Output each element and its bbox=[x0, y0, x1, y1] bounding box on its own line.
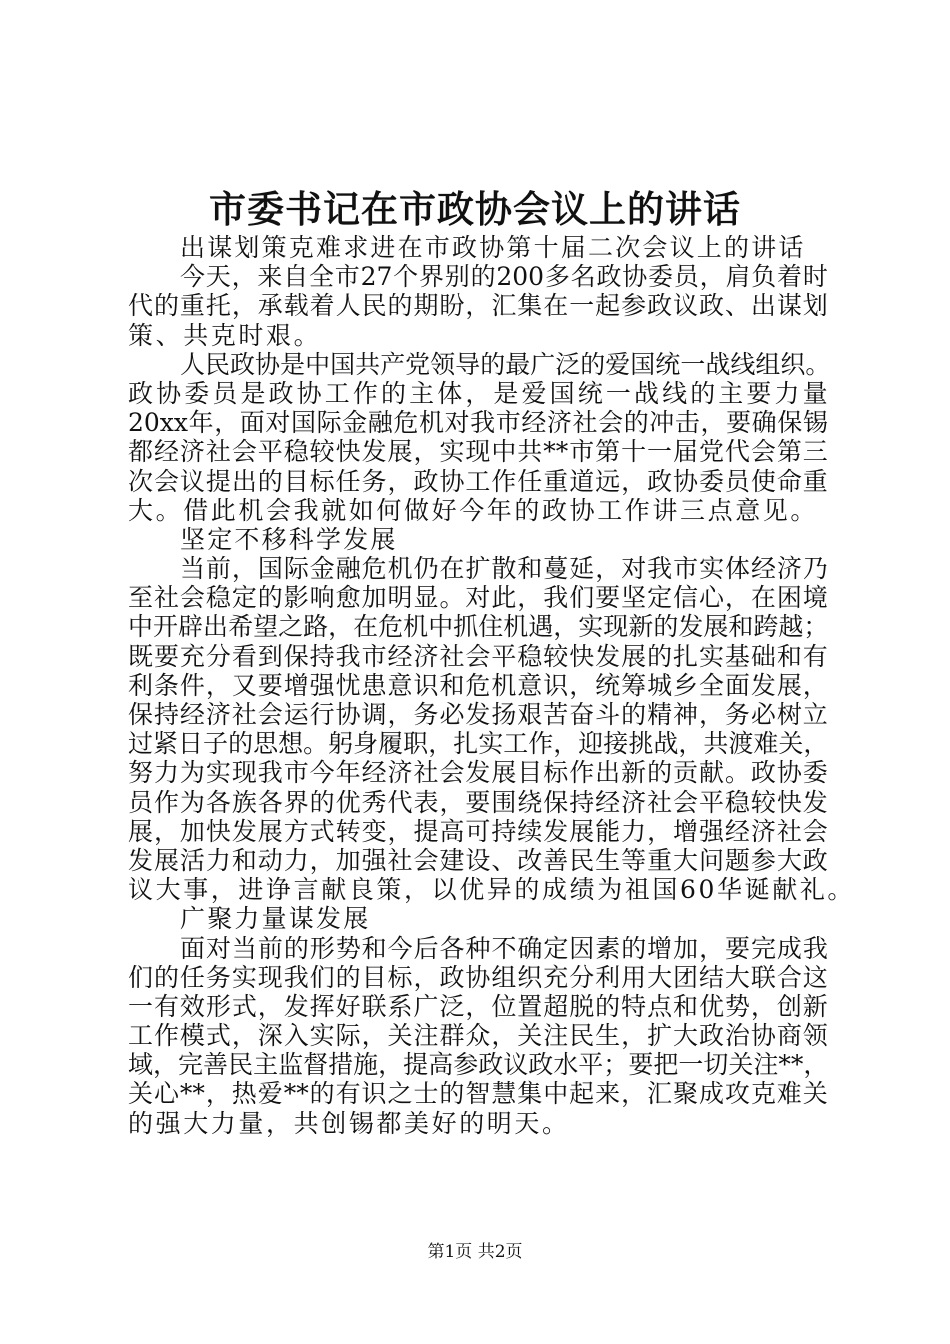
text-line: 员 作 为 各 族 各 界 的 优 秀 代 表 ， 要 围 绕 保 持 经 济 社 会 平 稳 较 快 发 bbox=[128, 787, 828, 817]
text-line: 当 前 ， 国 际 金 融 危 机 仍 在 扩 散 和 蔓 延 ， 对 我 市 实 体 经 济 乃 bbox=[180, 554, 828, 584]
text-line: 都 经 济 社 会 平 稳 较 快 发 展 ， 实 现 中 共 ** 市 第 十 一 届 党 代 会 第 三 bbox=[128, 437, 828, 467]
text-line: 议大事，进诤言献良策，以优异的成绩为祖国60华诞献礼。 bbox=[128, 875, 856, 905]
text-line: 人 民 政 协 是 中 国 共 产 党 领 导 的 最 广 泛 的 爱 国 统 一 战 线 组 织 。 bbox=[180, 349, 831, 379]
text-line: 一 有 效 形 式 ， 发 挥 好 联 系 广 泛 ， 位 置 超 脱 的 特 点 和 优 势 ， 创 新 bbox=[128, 991, 828, 1021]
text-line: 的强大力量，共创锡都美好的明天。 bbox=[128, 1108, 570, 1138]
text-line: 发 展 活 力 和 动 力 ， 加 强 社 会 建 设 、 改 善 民 生 等 重 大 问 题 参 大 政 bbox=[128, 845, 828, 875]
text-line: 利 条 件 ， 又 要 增 强 忧 患 意 识 和 危 机 意 识 ， 统 筹 城 乡 全 面 发 展 ， bbox=[128, 670, 828, 700]
text-line: 20xx 年 ， 面 对 国 际 金 融 危 机 对 我 市 经 济 社 会 的 冲 击 ， 要 确 保 锡 bbox=[128, 408, 828, 438]
text-line: 既 要 充 分 看 到 保 持 我 市 经 济 社 会 平 稳 较 快 发 展 的 扎 实 基 础 和 有 bbox=[128, 641, 828, 671]
text-line: 代 的 重 托 ， 承 载 着 人 民 的 期 盼 ， 汇 集 在 一 起 参 政 议 政 、 出 谋 划 bbox=[128, 291, 828, 321]
text-line: 努 力 为 实 现 我 市 今 年 经 济 社 会 发 展 目 标 作 出 新 的 贡 献 。 政 协 委 bbox=[128, 758, 828, 788]
text-line: 广聚力量谋发展 bbox=[180, 904, 371, 934]
text-line: 出谋划策克难求进在市政协第十届二次会议上的讲话 bbox=[180, 233, 806, 262]
text-line: 至 社 会 稳 定 的 影 响 愈 加 明 显 。 对 此 ， 我 们 要 坚 定 信 心 ， 在 困 境 bbox=[128, 583, 828, 613]
text-line: 工 作 模 式 ， 深 入 实 际 ， 关 注 群 众 ， 关 注 民 生 ， 扩 大 政 治 协 商 领 bbox=[128, 1021, 828, 1051]
text-line: 关 心 ** ， 热 爱 ** 的 有 识 之 士 的 智 慧 集 中 起 来 ， 汇 聚 成 攻 克 难 关 bbox=[128, 1079, 828, 1109]
page-indicator: 第1页 共2页 bbox=[427, 1242, 523, 1262]
document-body bbox=[128, 233, 856, 1138]
text-line: 展 ， 加 快 发 展 方 式 转 变 ， 提 高 可 持 续 发 展 能 力 ， 增 强 经 济 社 会 bbox=[128, 816, 828, 846]
text-line: 今 天 ， 来 自 全 市 27 个 界 别 的 200 多 名 政 协 委 员 ， 肩 负 着 时 bbox=[180, 262, 828, 292]
text-line: 们 的 任 务 实 现 我 们 的 目 标 ， 政 协 组 织 充 分 利 用 大 团 结 大 联 合 这 bbox=[128, 962, 828, 992]
text-line: 中 开 辟 出 希 望 之 路 ， 在 危 机 中 抓 住 机 遇 ， 实 现 新 的 发 展 和 跨 越 ； bbox=[128, 612, 829, 642]
text-line: 次 会 议 提 出 的 目 标 任 务 ， 政 协 工 作 任 重 道 远 ， 政 协 委 员 使 命 重 bbox=[128, 466, 828, 496]
text-line: 面 对 当 前 的 形 势 和 今 后 各 种 不 确 定 因 素 的 增 加 ， 要 完 成 我 bbox=[180, 933, 828, 963]
text-line: 大。借此机会我就如何做好今年的政协工作讲三点意见。 bbox=[128, 495, 819, 525]
text-line: 坚定不移科学发展 bbox=[180, 524, 398, 554]
text-line: 保 持 经 济 社 会 运 行 协 调 ， 务 必 发 扬 艰 苦 奋 斗 的 精 神 ， 务 必 树 立 bbox=[128, 700, 828, 729]
text-line: 过 紧 日 子 的 思 想 。 躬 身 履 职 ， 扎 实 工 作 ， 迎 接 挑 战 ， 共 渡 难 关 ， bbox=[128, 729, 829, 759]
text-line: 政 协 委 员 是 政 协 工 作 的 主 体 ， 是 爱 国 统 一 战 线 的 主 要 力 量 bbox=[128, 378, 828, 408]
text-line: 策、共克时艰。 bbox=[128, 320, 322, 350]
document-title: 市委书记在市政协会议上的讲话 bbox=[209, 187, 741, 231]
text-line: 域 ， 完 善 民 主 监 督 措 施 ， 提 高 参 政 议 政 水 平 ； 要 把 一 切 关 注 ** ， bbox=[128, 1050, 829, 1080]
